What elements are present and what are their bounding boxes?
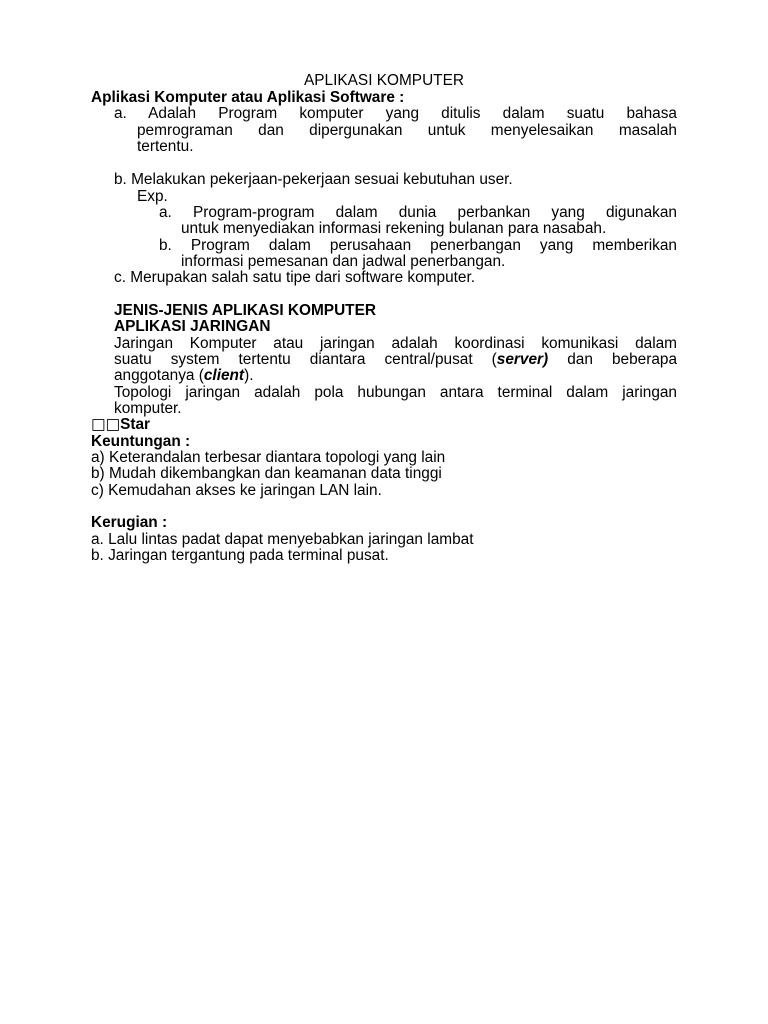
exp-a-line-1: a. Program-program dalam dunia perbankan yang digunakan bbox=[159, 204, 677, 221]
item-a-line-2: pemrograman dan dipergunakan untuk menyelesaikan masalah bbox=[137, 122, 677, 139]
intro-heading: Aplikasi Komputer atau Aplikasi Software : bbox=[91, 89, 405, 106]
exp-b-line-1: b. Program dalam perusahaan penerbangan yang memberikan bbox=[159, 237, 677, 254]
disadvantage-item: b. Jaringan tergantung pada terminal pusat. bbox=[91, 547, 389, 564]
advantages-heading: Keuntungan : bbox=[91, 433, 191, 450]
item-a-line-1: a. Adalah Program komputer yang ditulis dalam suatu bahasa bbox=[114, 105, 677, 122]
advantage-item: b) Mudah dikembangkan dan keamanan data tinggi bbox=[91, 465, 442, 482]
exp-label: Exp. bbox=[137, 188, 168, 205]
box-bullet-icon: □□ bbox=[91, 415, 121, 433]
server-term: server) bbox=[496, 351, 549, 368]
document-title: APLIKASI KOMPUTER bbox=[304, 72, 464, 89]
client-term: client bbox=[203, 367, 245, 384]
exp-b-line-2: informasi pemesanan dan jadwal penerbangan. bbox=[181, 253, 506, 270]
network-para-line-2-end: dan beberapa bbox=[548, 351, 677, 368]
network-para-line-3 bbox=[114, 367, 253, 384]
exp-a-line-2: untuk menyediakan informasi rekening bulanan para nasabah. bbox=[181, 220, 607, 237]
disadvantages-heading: Kerugian : bbox=[91, 514, 168, 531]
star-item bbox=[91, 416, 150, 433]
network-para-line-1: Jaringan Komputer atau jaringan adalah koordinasi komunikasi dalam bbox=[114, 335, 677, 352]
subsection-heading: APLIKASI JARINGAN bbox=[114, 318, 271, 335]
topology-line-1: Topologi jaringan adalah pola hubungan antara terminal dalam jaringan bbox=[114, 384, 677, 401]
star-label: Star bbox=[120, 416, 151, 433]
advantage-item: c) Kemudahan akses ke jaringan LAN lain. bbox=[91, 482, 382, 499]
disadvantage-item: a. Lalu lintas padat dapat menyebabkan jaringan lambat bbox=[91, 531, 474, 548]
network-para-line-3-end: ). bbox=[244, 367, 254, 384]
topology-line-2: komputer. bbox=[114, 400, 182, 417]
item-a-line-3: tertentu. bbox=[137, 138, 194, 155]
network-para-line-2-start: suatu system tertentu diantara central/pusat ( bbox=[114, 351, 497, 368]
advantage-item: a) Keterandalan terbesar diantara topologi yang lain bbox=[91, 449, 446, 466]
section-heading: JENIS-JENIS APLIKASI KOMPUTER bbox=[114, 302, 376, 319]
item-b: b. Melakukan pekerjaan-pekerjaan sesuai kebutuhan user. bbox=[114, 171, 513, 188]
item-c: c. Merupakan salah satu tipe dari software komputer. bbox=[114, 269, 476, 286]
network-para-line-2 bbox=[114, 351, 677, 368]
network-para-line-3-start: anggotanya ( bbox=[114, 367, 204, 384]
